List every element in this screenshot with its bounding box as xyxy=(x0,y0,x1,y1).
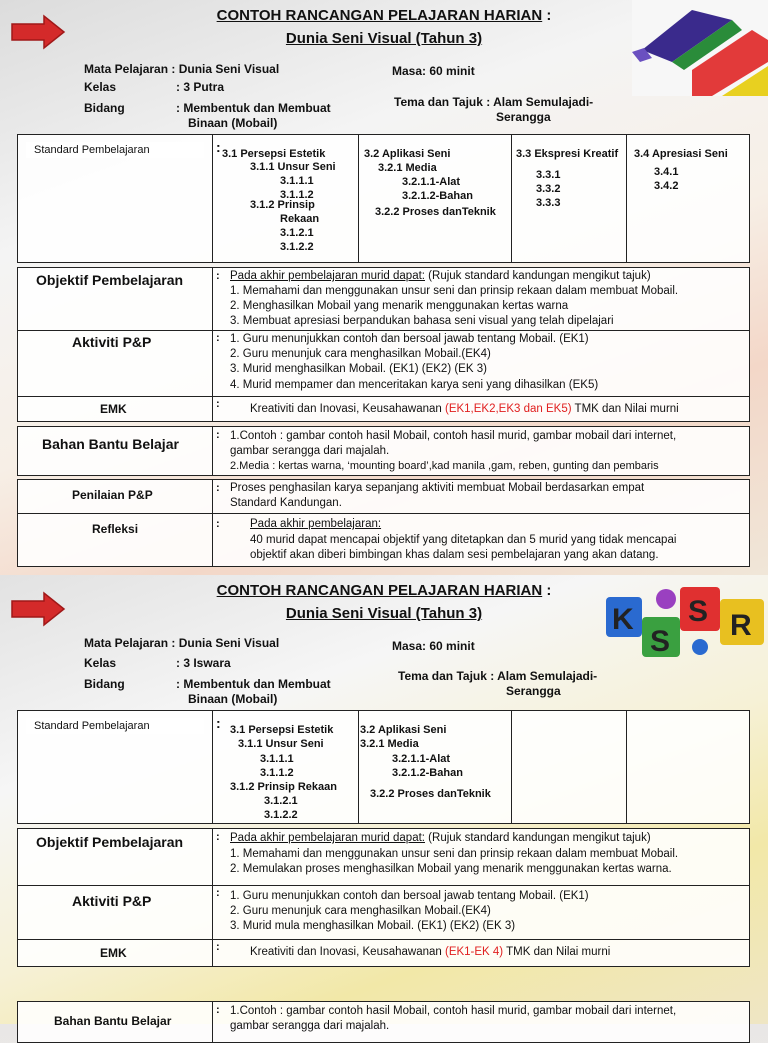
objektif-intro-text: Pada akhir pembelajaran murid dapat: xyxy=(230,832,425,844)
colon: : xyxy=(216,139,221,155)
objektif-intro-rest: (Rujuk standard kandungan mengikut tajuk) xyxy=(424,270,651,282)
colon: : xyxy=(216,831,220,843)
objektif-intro-text: Pada akhir pembelajaran murid dapat: xyxy=(230,270,425,282)
standard-item: Rekaan xyxy=(280,213,320,225)
standard-item: 3.4.1 xyxy=(654,166,679,178)
standard-item: 3.1.2.2 xyxy=(280,241,314,253)
mata-pelajaran: Mata Pelajaran : Dunia Seni Visual xyxy=(84,636,280,650)
standard-table xyxy=(17,710,750,824)
objektif-item: 1. Memahami dan menggunakan unsur seni dan prinsip rekaan dalam membuat Mobail. xyxy=(230,285,679,297)
colon: : xyxy=(216,429,220,441)
refleksi-item: 40 murid dapat mencapai objektif yang ditetapkan dan 5 murid yang tidak mencapai xyxy=(250,534,677,546)
emk-text xyxy=(250,402,679,417)
bbb-label: Bahan Bantu Belajar xyxy=(42,436,179,452)
standard-item: 3.1.2.1 xyxy=(264,795,298,807)
plan-2-background xyxy=(0,575,768,1032)
penilaian-refleksi-table xyxy=(17,479,750,567)
kelas-label: Kelas xyxy=(84,80,117,94)
bidang-value: : Membentuk dan Membuat xyxy=(176,101,331,115)
bbb-item: 2.Media : kertas warna, ‘mounting board’,kad manila ,gam, reben, gunting dan pembaris xyxy=(230,460,659,472)
standard-item: 3.2.1 Media xyxy=(360,738,419,750)
plan-subtitle: Dunia Seni Visual (Tahun 3) xyxy=(285,30,483,47)
standard-label: Standard Pembelajaran xyxy=(26,142,204,158)
standard-item: 3.4.2 xyxy=(654,180,679,192)
tema-tajuk: Tema dan Tajuk : Alam Semulajadi- xyxy=(398,669,598,683)
refleksi-intro: Pada akhir pembelajaran: xyxy=(250,518,382,530)
colon: : xyxy=(216,941,220,953)
standard-item: 3.1.1 Unsur Seni xyxy=(250,161,336,173)
bidang-value: : Membentuk dan Membuat xyxy=(176,677,331,691)
standard-item: 3.1.1.1 xyxy=(280,175,314,187)
penilaian-label: Penilaian P&P xyxy=(72,488,153,502)
standard-item: 3.2.1.2-Bahan xyxy=(392,767,463,779)
aktiviti-item: 2. Guru menunjuk cara menghasilkan Mobail.(EK4) xyxy=(230,905,491,917)
standard-table xyxy=(17,134,750,263)
tema-tajuk-2: Serangga xyxy=(496,110,551,124)
objektif-intro xyxy=(230,269,651,284)
aktiviti-item: 3. Murid mula menghasilkan Mobail. (EK1) (EK2) (EK 3) xyxy=(230,920,516,932)
objektif-aktiviti-table xyxy=(17,267,750,422)
standard-item: 3.3.2 xyxy=(536,183,561,195)
bidang-value-2: Binaan (Mobail) xyxy=(188,692,278,706)
logo-letter: R xyxy=(730,609,752,642)
colon: : xyxy=(216,482,220,494)
aktiviti-item: 2. Guru menunjuk cara menghasilkan Mobail.(EK4) xyxy=(230,348,491,360)
penilaian-item: Proses penghasilan karya sepanjang aktiviti membuat Mobail berdasarkan empat xyxy=(230,482,645,494)
emk-text-a: Kreativiti dan Inovasi, Keusahawanan xyxy=(250,403,445,415)
tema-tajuk: Tema dan Tajuk : Alam Semulajadi- xyxy=(394,95,594,109)
standard-item: 3.2 Aplikasi Seni xyxy=(364,148,451,160)
emk-label: EMK xyxy=(100,402,127,416)
aktiviti-label: Aktiviti P&P xyxy=(72,893,152,909)
logo-letter: K xyxy=(612,603,634,636)
standard-item: 3.1.2.2 xyxy=(264,809,298,821)
emk-text-red: (EK1-EK 4) xyxy=(444,946,504,958)
bbb-table xyxy=(17,426,750,476)
aktiviti-label: Aktiviti P&P xyxy=(72,334,152,350)
objektif-aktiviti-table xyxy=(17,828,750,967)
bidang-label: Bidang xyxy=(84,101,125,115)
emk-text-b: TMK dan Nilai murni xyxy=(571,403,679,415)
aktiviti-item: 3. Murid menghasilkan Mobail. (EK1) (EK2) (EK 3) xyxy=(230,363,487,375)
objektif-item: 3. Membuat apresiasi berpandukan bahasa seni visual yang telah dipelajari xyxy=(230,315,614,327)
bbb-item: gambar serangga dari majalah. xyxy=(230,1020,390,1032)
aktiviti-item: 1. Guru menunjukkan contoh dan bersoal jawab tentang Mobail. (EK1) xyxy=(230,890,589,902)
kelas-value: : 3 Iswara xyxy=(176,656,231,670)
emk-label: EMK xyxy=(100,946,127,960)
standard-item: 3.1.1.1 xyxy=(260,753,294,765)
masa: Masa: 60 minit xyxy=(392,64,475,78)
standard-item: 3.2.1.1-Alat xyxy=(392,753,451,765)
plan-subtitle: Dunia Seni Visual (Tahun 3) xyxy=(285,605,483,622)
bbb-item: 1.Contoh : gambar contoh hasil Mobail, contoh hasil murid, gambar mobail dari internet, xyxy=(230,430,677,442)
aktiviti-item: 1. Guru menunjukkan contoh dan bersoal jawab tentang Mobail. (EK1) xyxy=(230,333,589,345)
plan-title: CONTOH RANCANGAN PELAJARAN HARIAN : xyxy=(216,7,552,24)
masa: Masa: 60 minit xyxy=(392,639,475,653)
standard-item: 3.3.1 xyxy=(536,169,561,181)
objektif-label: Objektif Pembelajaran xyxy=(36,272,184,288)
aktiviti-item: 4. Murid mempamer dan menceritakan karya seni yang dihasilkan (EK5) xyxy=(230,379,599,391)
standard-item: 3.2.1.2-Bahan xyxy=(402,190,473,202)
objektif-item: 2. Menghasilkan Mobail yang menarik menggunakan kertas warna xyxy=(230,300,569,312)
mata-pelajaran: Mata Pelajaran : Dunia Seni Visual xyxy=(84,62,280,76)
kelas-value: : 3 Putra xyxy=(176,80,225,94)
colon: : xyxy=(216,715,221,731)
standard-item: 3.1 Persepsi Estetik xyxy=(230,724,334,736)
standard-item: 3.2.1 Media xyxy=(378,162,437,174)
objektif-item: 1. Memahami dan menggunakan unsur seni dan prinsip rekaan dalam membuat Mobail. xyxy=(230,848,679,860)
tema-tajuk-2: Serangga xyxy=(506,684,561,698)
standard-item: 3.2.2 Proses danTeknik xyxy=(375,206,496,218)
colon: : xyxy=(216,887,220,899)
emk-text xyxy=(250,945,610,960)
bidang-label: Bidang xyxy=(84,677,125,691)
standard-item: 3.2.1.1-Alat xyxy=(402,176,461,188)
colon: : xyxy=(216,270,220,282)
logo-letter: S xyxy=(688,595,709,628)
standard-item: 3.1.1.2 xyxy=(260,767,294,779)
plan-title: CONTOH RANCANGAN PELAJARAN HARIAN : xyxy=(216,582,552,599)
emk-text-red: (EK1,EK2,EK3 dan EK5) xyxy=(444,403,572,415)
kelas-label: Kelas xyxy=(84,656,117,670)
colon: : xyxy=(216,518,220,530)
bbb-item: gambar serangga dari majalah. xyxy=(230,445,390,457)
bbb-table xyxy=(17,1001,750,1043)
refleksi-item: objektif akan diberi bimbingan khas dalam sesi pembelajaran yang akan datang. xyxy=(250,549,659,561)
colon: : xyxy=(216,332,220,344)
colon: : xyxy=(216,1004,220,1016)
standard-label: Standard Pembelajaran xyxy=(26,718,204,734)
objektif-intro xyxy=(230,831,651,846)
refleksi-label: Refleksi xyxy=(92,522,139,536)
standard-item: 3.4 Apresiasi Seni xyxy=(634,148,728,160)
standard-item: 3.1.1.2 xyxy=(280,189,314,201)
emk-text-a: Kreativiti dan Inovasi, Keusahawanan xyxy=(250,946,445,958)
standard-item: 3.2.2 Proses danTeknik xyxy=(370,788,491,800)
standard-item: 3.2 Aplikasi Seni xyxy=(360,724,447,736)
logo-letter: S xyxy=(650,625,671,658)
objektif-intro-rest: (Rujuk standard kandungan mengikut tajuk) xyxy=(424,832,651,844)
standard-item: 3.1.1 Unsur Seni xyxy=(238,738,324,750)
standard-item: 3.3.3 xyxy=(536,197,561,209)
colon: : xyxy=(216,398,220,410)
bidang-value-2: Binaan (Mobail) xyxy=(188,116,278,130)
emk-text-b: TMK dan Nilai murni xyxy=(503,946,611,958)
standard-item: 3.1.2 Prinsip Rekaan xyxy=(230,781,337,793)
penilaian-item: Standard Kandungan. xyxy=(230,497,342,509)
standard-item: 3.1.2 Prinsip xyxy=(250,199,315,211)
objektif-item: 2. Memulakan proses menghasilkan Mobail yang menarik menggunakan kertas warna. xyxy=(230,863,672,875)
standard-item: 3.1.2.1 xyxy=(280,227,314,239)
standard-item: 3.1 Persepsi Estetik xyxy=(222,148,326,160)
bbb-label: Bahan Bantu Belajar xyxy=(54,1014,172,1028)
bbb-item: 1.Contoh : gambar contoh hasil Mobail, contoh hasil murid, gambar mobail dari internet, xyxy=(230,1005,677,1017)
objektif-label: Objektif Pembelajaran xyxy=(36,834,184,850)
standard-item: 3.3 Ekspresi Kreatif xyxy=(516,148,619,160)
